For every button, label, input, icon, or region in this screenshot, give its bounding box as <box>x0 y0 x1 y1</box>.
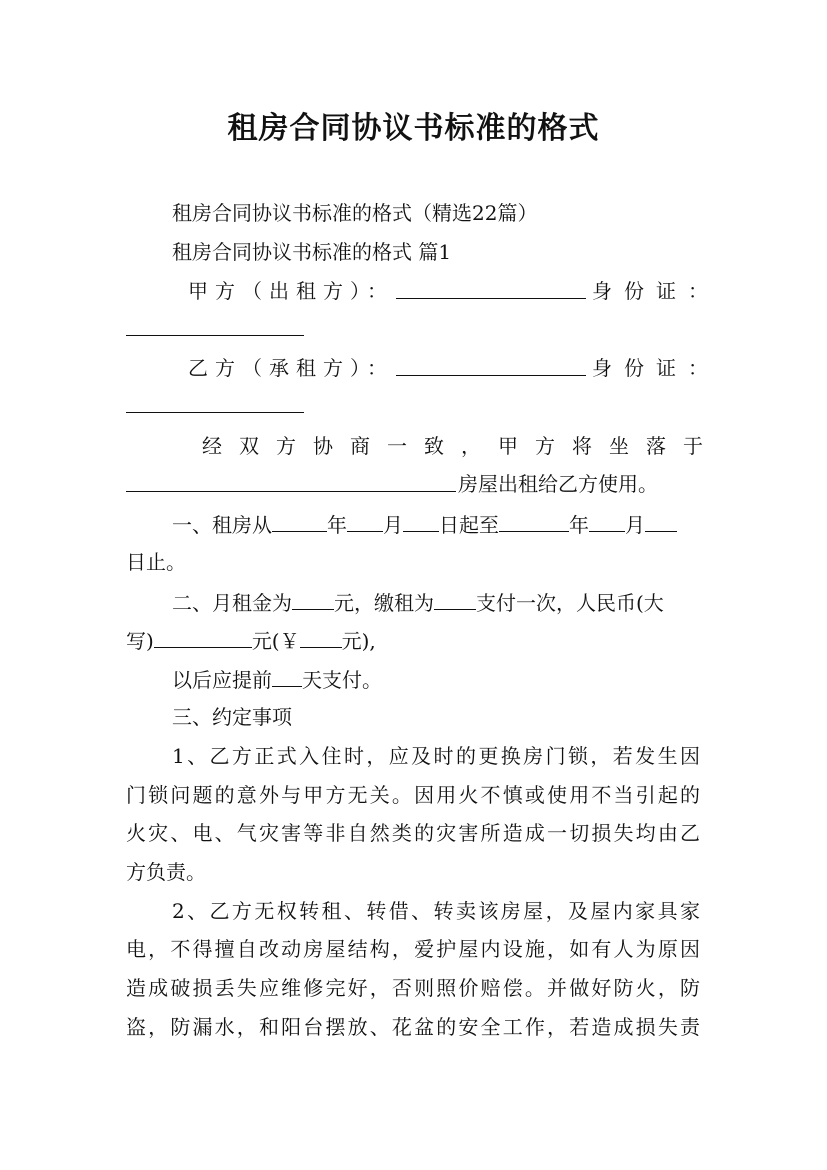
section-heading: 租房合同协议书标准的格式 篇1 <box>172 240 452 264</box>
clause2-line2 <box>126 627 376 654</box>
clause2-line3 <box>172 666 382 693</box>
document-subtitle: 租房合同协议书标准的格式（精选22篇） <box>172 201 538 225</box>
party-b-label-row <box>188 355 394 381</box>
monthly-rent-blank <box>292 589 334 610</box>
item2-line: 2、乙方无权转租、转借、转卖该房屋，及屋内家具家 <box>172 899 700 923</box>
item2-line: 造成破损丢失应维修完好，否则照价赔偿。并做好防火，防 <box>126 976 700 1000</box>
amount-in-figures-blank <box>300 627 342 648</box>
clause2-yuan: 元，缴租为 <box>334 591 434 615</box>
clause2-pay-once: 支付一次，人民币(大 <box>476 591 664 615</box>
party-b-id-label: 身份证： <box>592 356 720 380</box>
address-blank <box>126 490 456 492</box>
party-a-name-blank <box>396 297 586 299</box>
party-a-label-row <box>188 278 394 304</box>
item1-line: 1、乙方正式入住时，应及时的更换房门锁，若发生因 <box>172 744 700 768</box>
party-b-id-blank <box>126 411 304 413</box>
amount-in-words-blank <box>154 627 252 648</box>
party-a-label: 甲方（出租方）： <box>188 279 394 303</box>
clause1-year1: 年 <box>327 513 347 537</box>
start-year-blank <box>272 511 327 532</box>
party-b-label: 乙方（承租方）： <box>188 356 394 380</box>
end-year-blank <box>499 511 569 532</box>
start-day-blank <box>403 511 439 532</box>
intro-line-start: 经双方协商一致，甲方将坐落于 <box>202 434 720 458</box>
clause2-write: 写) <box>126 629 154 653</box>
clause1-day-from: 日起至 <box>439 513 499 537</box>
clause2-prefix: 二、月租金为 <box>172 591 292 615</box>
clause2-yuan-paren: 元(￥ <box>251 629 300 653</box>
clause1-line2: 日止。 <box>126 550 186 574</box>
intro-line-end: 房屋出租给乙方使用。 <box>458 472 658 496</box>
party-b-name-blank <box>396 374 586 376</box>
clause1-line <box>172 511 677 538</box>
end-month-blank <box>589 511 625 532</box>
clause1-month1: 月 <box>383 513 403 537</box>
party-a-id-label: 身份证： <box>592 279 720 303</box>
clause1-prefix: 一、租房从 <box>172 513 272 537</box>
clause2-line3-prefix: 以后应提前 <box>172 668 272 692</box>
item1-line: 门锁问题的意外与甲方无关。因用火不慎或使用不当引起的 <box>126 783 700 807</box>
pay-period-blank <box>434 589 476 610</box>
item1-line: 火灾、电、气灾害等非自然类的灾害所造成一切损失均由乙 <box>126 821 700 845</box>
clause3-heading: 三、约定事项 <box>172 705 292 729</box>
start-month-blank <box>347 511 383 532</box>
item1-line: 方负责。 <box>126 860 206 884</box>
clause1-month2: 月 <box>625 513 645 537</box>
clause2-line1 <box>172 589 664 616</box>
item2-line: 盗，防漏水，和阳台摆放、花盆的安全工作，若造成损失责 <box>126 1015 700 1039</box>
clause2-line3-suffix: 天支付。 <box>302 668 382 692</box>
document-title: 租房合同协议书标准的格式 <box>227 111 600 146</box>
clause2-yuan-close: 元), <box>341 629 376 653</box>
end-day-blank <box>645 511 677 532</box>
clause1-year2: 年 <box>569 513 589 537</box>
advance-days-blank <box>272 666 302 687</box>
item2-line: 电，不得擅自改动房屋结构，爱护屋内设施，如有人为原因 <box>126 937 700 961</box>
party-a-id-blank <box>126 334 304 336</box>
